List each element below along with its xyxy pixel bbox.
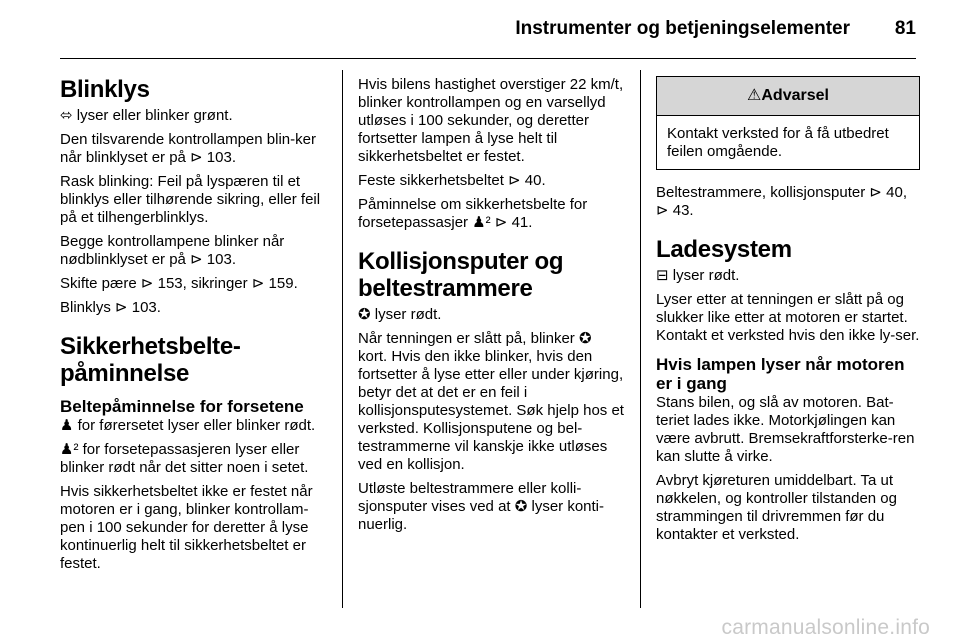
paragraph: Avbryt kjøreturen umiddelbart. Ta ut nøkkelen, og kontroller tilstanden og strammingen til drivremmen før du kontakter et verksted.	[656, 472, 897, 543]
paragraph: Utløste beltestrammere eller kolli-sjonsputer vises ved at ✪ lyser konti-nuerlig.	[358, 480, 604, 533]
paragraph: Begge kontrollampene blinker når nødblinklyset er på ⊳ 103.	[60, 233, 285, 268]
paragraph: ⬄ lyser eller blinker grønt.	[60, 107, 233, 124]
paragraph: Lyser etter at tenningen er slått på og slukker like etter at motoren er startet. Kontakt et verksted hvis den ikke ly-ser.	[656, 291, 920, 344]
column-3	[656, 76, 920, 550]
paragraph: Påminnelse om sikkerhetsbelte for forsetepassasjer ♟² ⊳ 41.	[358, 196, 588, 231]
paragraph: ♟ for førersetet lyser eller blinker rødt.	[60, 417, 316, 434]
warning-text: Kontakt verksted for å få utbedret feilen omgående.	[667, 125, 889, 160]
paragraph: Blinklys ⊳ 103.	[60, 299, 161, 316]
heading-sikkerhetsbelte: Sikkerhetsbelte-påminnelse	[60, 333, 241, 387]
page-number: 81	[894, 18, 916, 39]
paragraph: ♟² for forsetepassasjeren lyser eller blinker rødt når det sitter noen i setet.	[60, 441, 309, 476]
paragraph: Hvis bilens hastighet overstiger 22 km/t, blinker kontrollampen og en varsellyd utløses i 100 sekunder, og deretter fortsetter lampen å lyse helt til sikkerhetsbeltet er festet.	[358, 76, 624, 165]
heading-ladesystem: Ladesystem	[656, 236, 792, 263]
paragraph: Hvis sikkerhetsbeltet ikke er festet når motoren er i gang, blinker kontrollam-pen i 100 sekunder for deretter å lyse kontinuerlig helt til sikkerhetsbeltet er festet.	[60, 483, 313, 572]
paragraph: Når tenningen er slått på, blinker ✪ kort. Hvis den ikke blinker, hvis den fortsetter å lyse etter eller under kjøring, betyr det at det er en feil i kollisjonsputesystemet. Søk hjelp hos et verksted. Kollisjonsputene og bel-testrammerne vil kanskje ikke utløses ved en kollisjon.	[358, 330, 624, 473]
subheading-lampen: Hvis lampen lyser når motoren er i gang	[656, 355, 905, 393]
column-2	[358, 76, 624, 540]
paragraph: Feste sikkerhetsbeltet ⊳ 40.	[358, 172, 546, 189]
warning-title: ⚠Advarsel	[657, 77, 919, 116]
paragraph: Rask blinking: Feil på lyspæren til et blinklys eller tilhørende sikring, eller feil på et tilhengerblinklys.	[60, 173, 321, 226]
running-title: Instrumenter og betjeningselementer	[515, 18, 850, 39]
column-1	[60, 76, 328, 579]
heading-blinklys: Blinklys	[60, 76, 150, 103]
paragraph: Skifte pære ⊳ 153, sikringer ⊳ 159.	[60, 275, 298, 292]
subheading-forsetene: Beltepåminnelse for forsetene	[60, 397, 304, 416]
paragraph: Den tilsvarende kontrollampen blin-ker når blinklyset er på ⊳ 103.	[60, 131, 316, 166]
column-divider-1	[342, 70, 343, 608]
column-divider-2	[640, 70, 641, 608]
heading-kollisjonsputer: Kollisjonsputer og beltestrammere	[358, 248, 564, 302]
warning-box	[656, 76, 920, 170]
page-header	[0, 0, 960, 60]
header-rule	[60, 58, 916, 59]
paragraph: Beltestrammere, kollisjonsputer ⊳ 40, ⊳ 43.	[656, 184, 908, 219]
watermark: carmanualsonline.info	[721, 616, 930, 639]
paragraph: ✪ lyser rødt.	[358, 306, 442, 323]
paragraph: Stans bilen, og slå av motoren. Bat-teriet lades ikke. Motorkjølingen kan være avbrutt. Bremsekraftforsterke-ren kan slutte å virke.	[656, 394, 915, 465]
paragraph: ⊟ lyser rødt.	[656, 267, 740, 284]
